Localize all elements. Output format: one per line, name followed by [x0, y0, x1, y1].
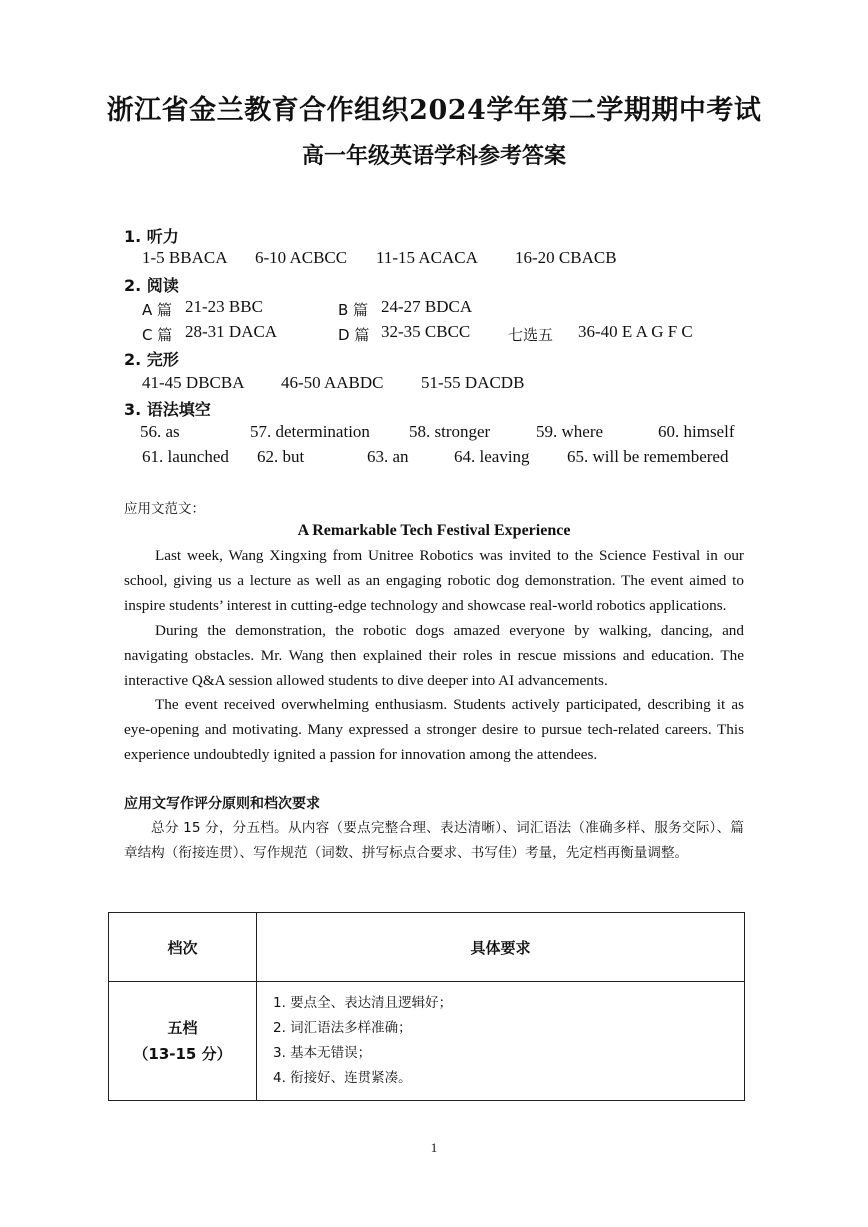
rubric-header-requirements: 具体要求: [257, 913, 745, 982]
grammar-answer-58: 58. stronger: [409, 422, 491, 441]
listening-answers-3: 11-15 ACACA: [376, 248, 478, 267]
rubric-grade-range: （13-15 分）: [133, 1045, 232, 1063]
reading-heading: 2. 阅读: [124, 276, 179, 295]
grammar-answer-61: 61. launched: [142, 447, 229, 466]
grammar-answer-57: 57. determination: [250, 422, 370, 441]
rubric-requirement: 4. 衔接好、连贯紧凑。: [273, 1070, 412, 1086]
essay-title: A Remarkable Tech Festival Experience: [297, 522, 571, 539]
rubric-requirement: 2. 词汇语法多样准确；: [273, 1020, 412, 1036]
grammar-answer-59: 59. where: [536, 422, 604, 441]
listening-answers-1: 1-5 BBACA: [142, 248, 228, 267]
grammar-answer-60: 60. himself: [658, 422, 735, 441]
rubric-grade: 五档: [167, 1019, 198, 1037]
rubric-grade-cell: [109, 982, 257, 1101]
essay-label: 应用文范文：: [124, 501, 205, 517]
reading-b-label: B 篇: [338, 301, 369, 319]
reading-a-answers: 21-23 BBC: [185, 297, 263, 316]
reading-seven-answers: 36-40 E A G F C: [578, 322, 693, 341]
reading-a-label: A 篇: [142, 301, 173, 319]
grammar-answer-65: 65. will be remembered: [567, 447, 729, 466]
listening-heading: 1. 听力: [124, 227, 179, 246]
listening-answers-4: 16-20 CBACB: [515, 248, 617, 267]
essay-paragraph-1: Last week, Wang Xingxing from Unitree Robotics was invited to the Science Festival in our school, giving us a lecture as well as an engaging robotic dog demonstration. The event aimed to inspire students’ interest in cutting-edge technology and showcase real-world robotics applications.: [124, 547, 744, 614]
document-subtitle: 高一年级英语学科参考答案: [301, 143, 566, 169]
scoring-heading: 应用文写作评分原则和档次要求: [124, 796, 320, 812]
reading-b-answers: 24-27 BDCA: [381, 297, 473, 316]
rubric-header-grade: 档次: [109, 913, 257, 982]
cloze-answers-3: 51-55 DACDB: [421, 373, 525, 392]
grammar-answer-64: 64. leaving: [454, 447, 530, 466]
cloze-heading: 2. 完形: [124, 350, 179, 369]
grammar-answer-56: 56. as: [140, 422, 180, 441]
reading-d-label: D 篇: [338, 326, 370, 344]
reading-seven-label: 七选五: [508, 326, 554, 344]
rubric-row: [109, 982, 745, 1101]
cloze-answers-1: 41-45 DBCBA: [142, 373, 245, 392]
grammar-answer-62: 62. but: [257, 447, 305, 466]
grammar-answer-63: 63. an: [367, 447, 409, 466]
scoring-text: 总分 15 分，分五档。从内容（要点完整合理、表达清晰）、词汇语法（准确多样、服务交际）、篇章结构（衔接连贯）、写作规范（词数、拼写标点合要求、书写佳）考量，先定档再衡量调整。: [124, 820, 744, 861]
rubric-requirement: 1. 要点全、表达清且逻辑好；: [273, 995, 453, 1011]
document-title: 浙江省金兰教育合作组织2024学年第二学期期中考试: [106, 95, 762, 126]
cloze-answers-2: 46-50 AABDC: [281, 373, 384, 392]
grammar-heading: 3. 语法填空: [124, 400, 211, 419]
rubric-requirement: 3. 基本无错误；: [273, 1045, 372, 1061]
rubric-header-row: [109, 913, 745, 982]
reading-d-answers: 32-35 CBCC: [381, 322, 471, 341]
essay-paragraph-2: During the demonstration, the robotic dogs amazed everyone by walking, dancing, and navigating obstacles. Mr. Wang then explained their roles in rescue missions and education. The interactive Q&A session allowed students to dive deeper into AI advancements.: [124, 622, 744, 689]
listening-answers-2: 6-10 ACBCC: [255, 248, 348, 267]
page-number: 1: [430, 1140, 438, 1155]
rubric-table: [108, 912, 745, 1101]
essay-paragraph-3: The event received overwhelming enthusiasm. Students actively participated, describing it as eye-opening and motivating. Many expressed a stronger desire to pursue tech-related careers. This experience undoubtedly ignited a passion for innovation among the attendees.: [124, 696, 744, 763]
rubric-requirements-cell: [257, 982, 745, 1101]
reading-c-answers: 28-31 DACA: [185, 322, 278, 341]
reading-c-label: C 篇: [142, 326, 173, 344]
